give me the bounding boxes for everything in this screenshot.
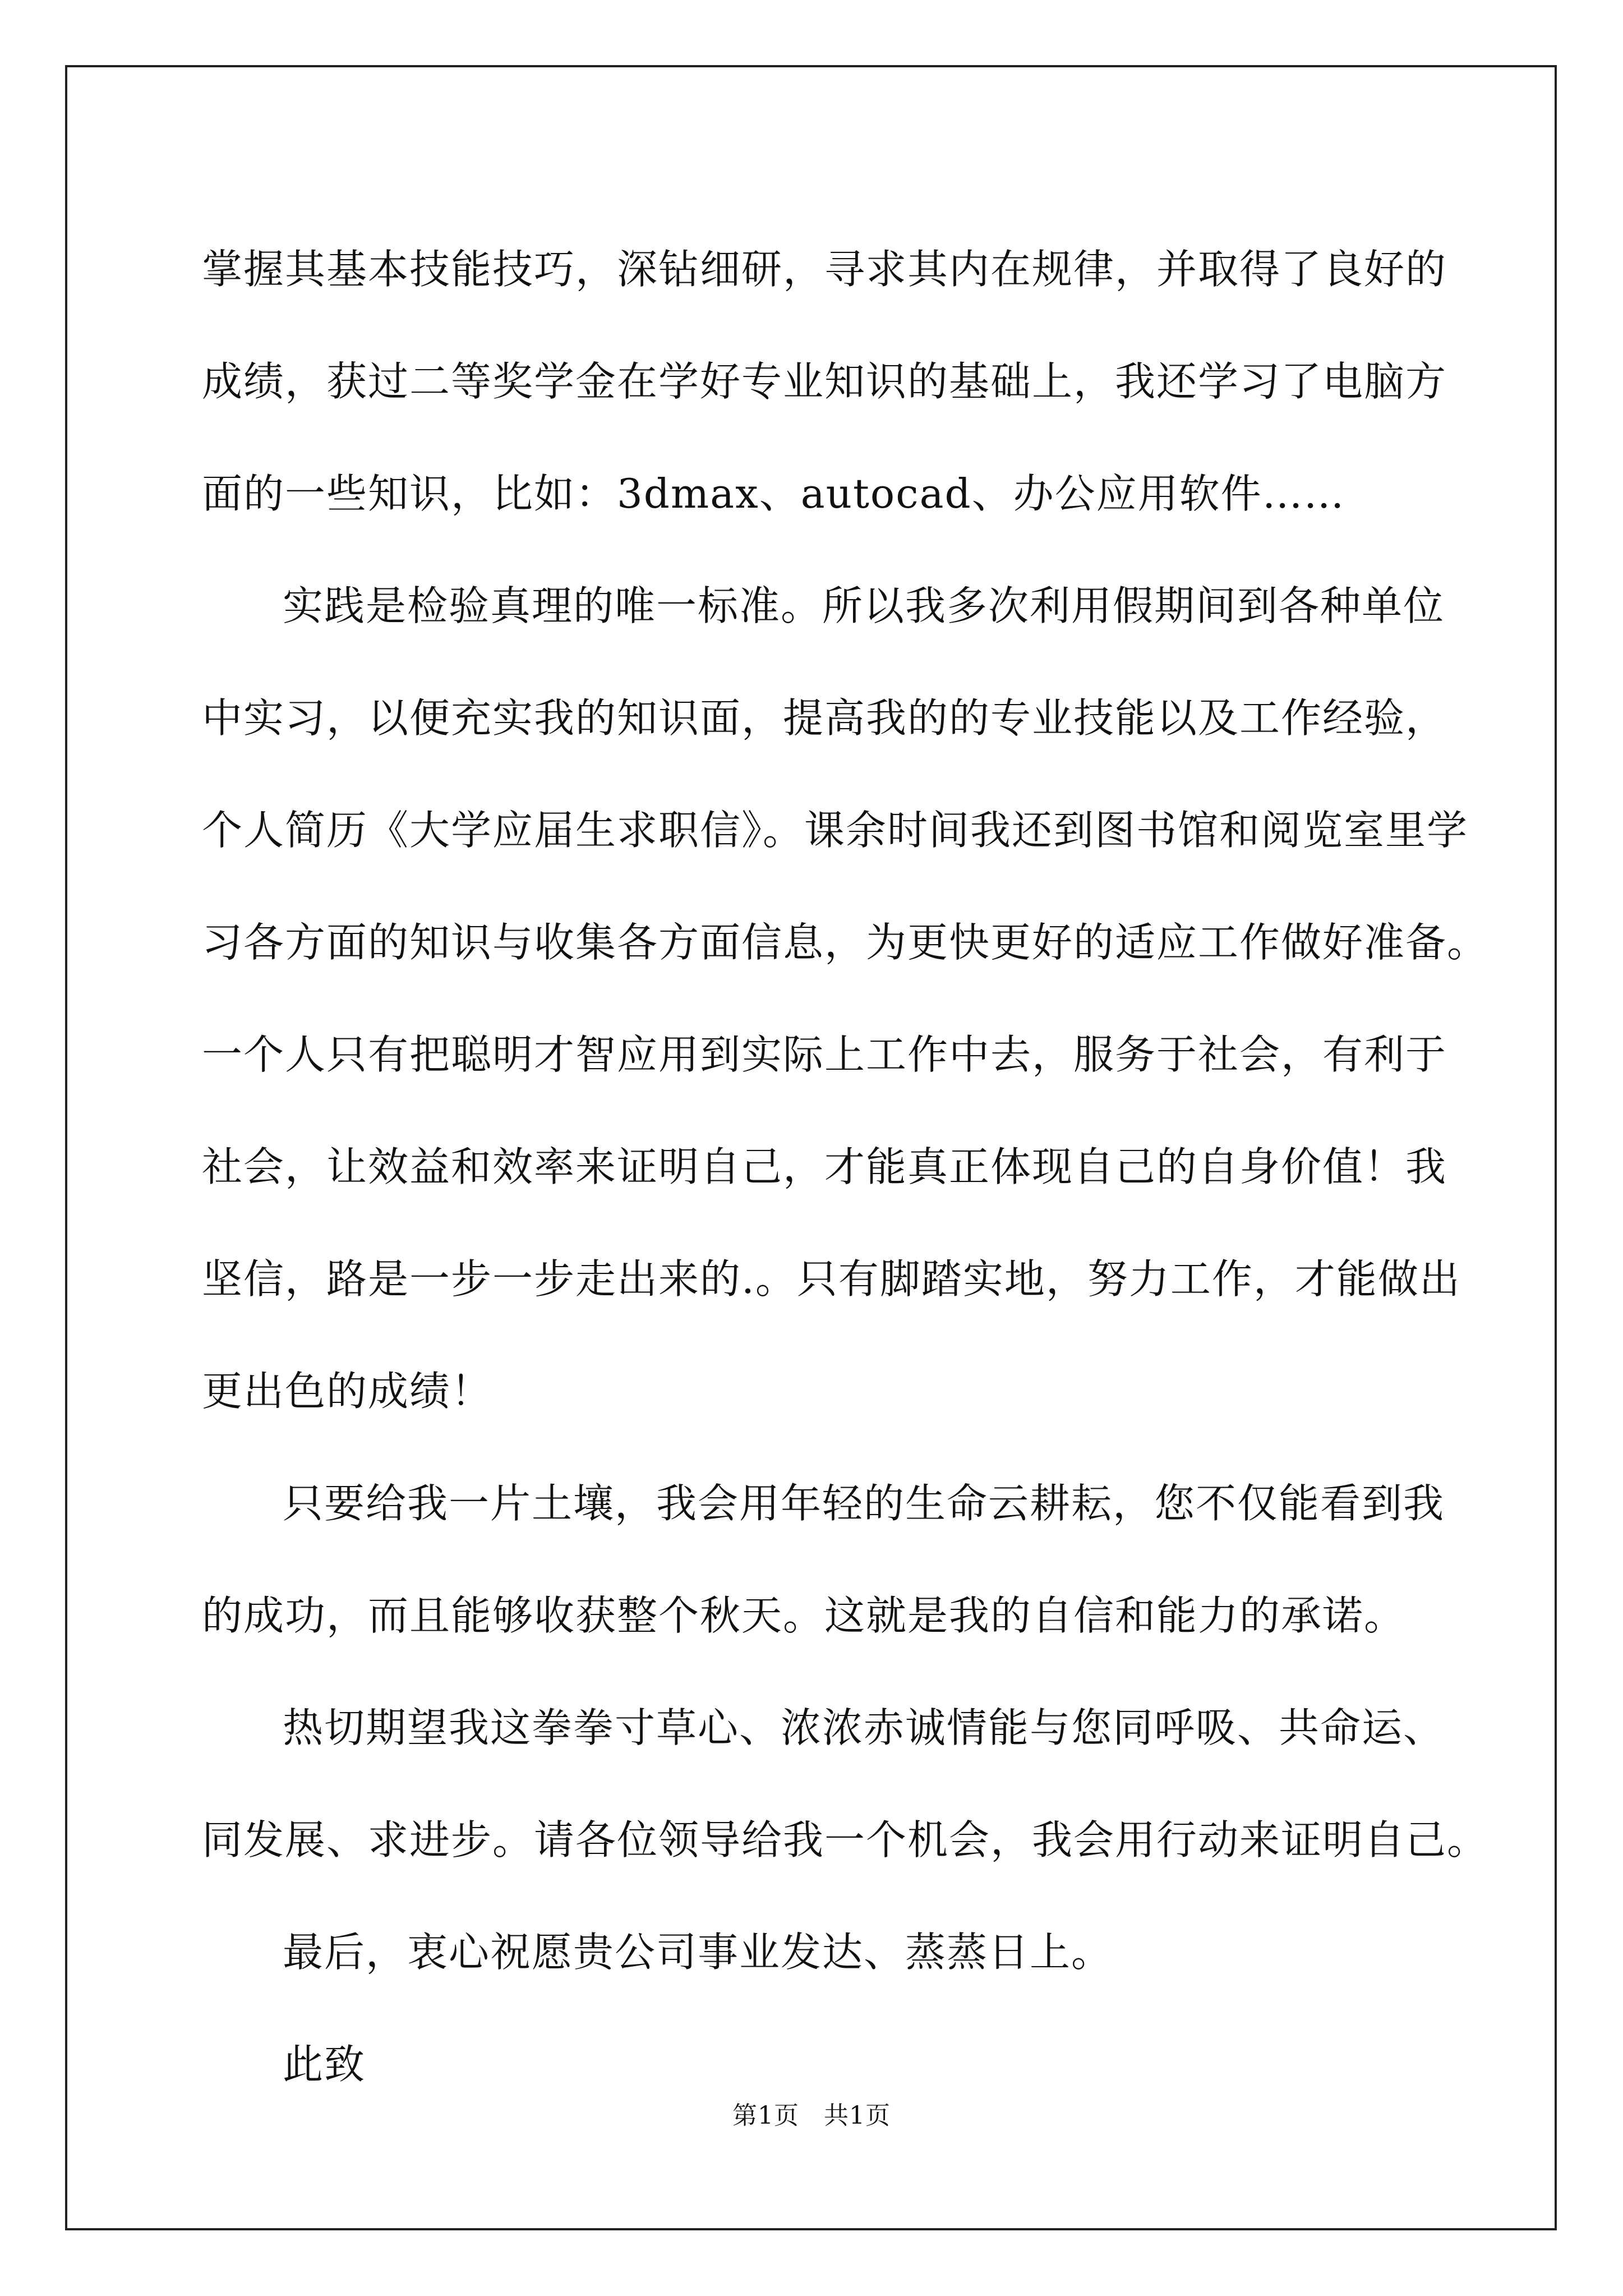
text-line-9: 社会，让效益和效率来证明自己，才能真正体现自己的自身价值！我 — [202, 1143, 1447, 1190]
text-line-12: 只要给我一片土壤，我会用年轻的生命云耕耘，您不仅能看到我 — [283, 1480, 1445, 1527]
text-line-11: 更出色的成绩！ — [202, 1368, 493, 1415]
text-line-6: 个人简历《大学应届生求职信》。课余时间我还到图书馆和阅览室里学 — [202, 807, 1469, 854]
text-line-10: 坚信，路是一步一步走出来的.。只有脚踏实地，努力工作，才能做出 — [202, 1255, 1461, 1303]
text-line-5: 中实习，以便充实我的知识面，提高我的的专业技能以及工作经验， — [202, 694, 1447, 742]
text-line-8: 一个人只有把聪明才智应用到实际上工作中去，服务于社会，有利于 — [202, 1031, 1447, 1078]
page-number: 第1页 — [732, 2101, 799, 2130]
text-line-15: 同发展、求进步。请各位领导给我一个机会，我会用行动来证明自己。 — [202, 1816, 1489, 1864]
text-line-2: 成绩，获过二等奖学金在学好专业知识的基础上，我还学习了电脑方 — [202, 358, 1447, 405]
text-line-4: 实践是检验真理的唯一标准。所以我多次利用假期间到各种单位 — [283, 582, 1445, 629]
text-line-16: 最后，衷心祝愿贵公司事业发达、蒸蒸日上。 — [283, 1929, 1113, 1976]
text-line-13: 的成功，而且能够收获整个秋天。这就是我的自信和能力的承诺。 — [202, 1592, 1406, 1639]
page-total: 共1页 — [824, 2101, 891, 2130]
text-line-3: 面的一些知识，比如：3dmax、autocad、办公应用软件…… — [202, 470, 1345, 517]
text-line-17: 此致 — [283, 2041, 366, 2088]
text-line-7: 习各方面的知识与收集各方面信息，为更快更好的适应工作做好准备。 — [202, 919, 1489, 966]
letter-body — [202, 213, 1489, 2120]
text-line-1: 掌握其基本技能技巧，深钻细研，寻求其内在规律，并取得了良好的 — [202, 246, 1447, 293]
page-footer — [0, 2099, 1623, 2133]
text-line-14: 热切期望我这拳拳寸草心、浓浓赤诚情能与您同呼吸、共命运、 — [283, 1704, 1445, 1751]
